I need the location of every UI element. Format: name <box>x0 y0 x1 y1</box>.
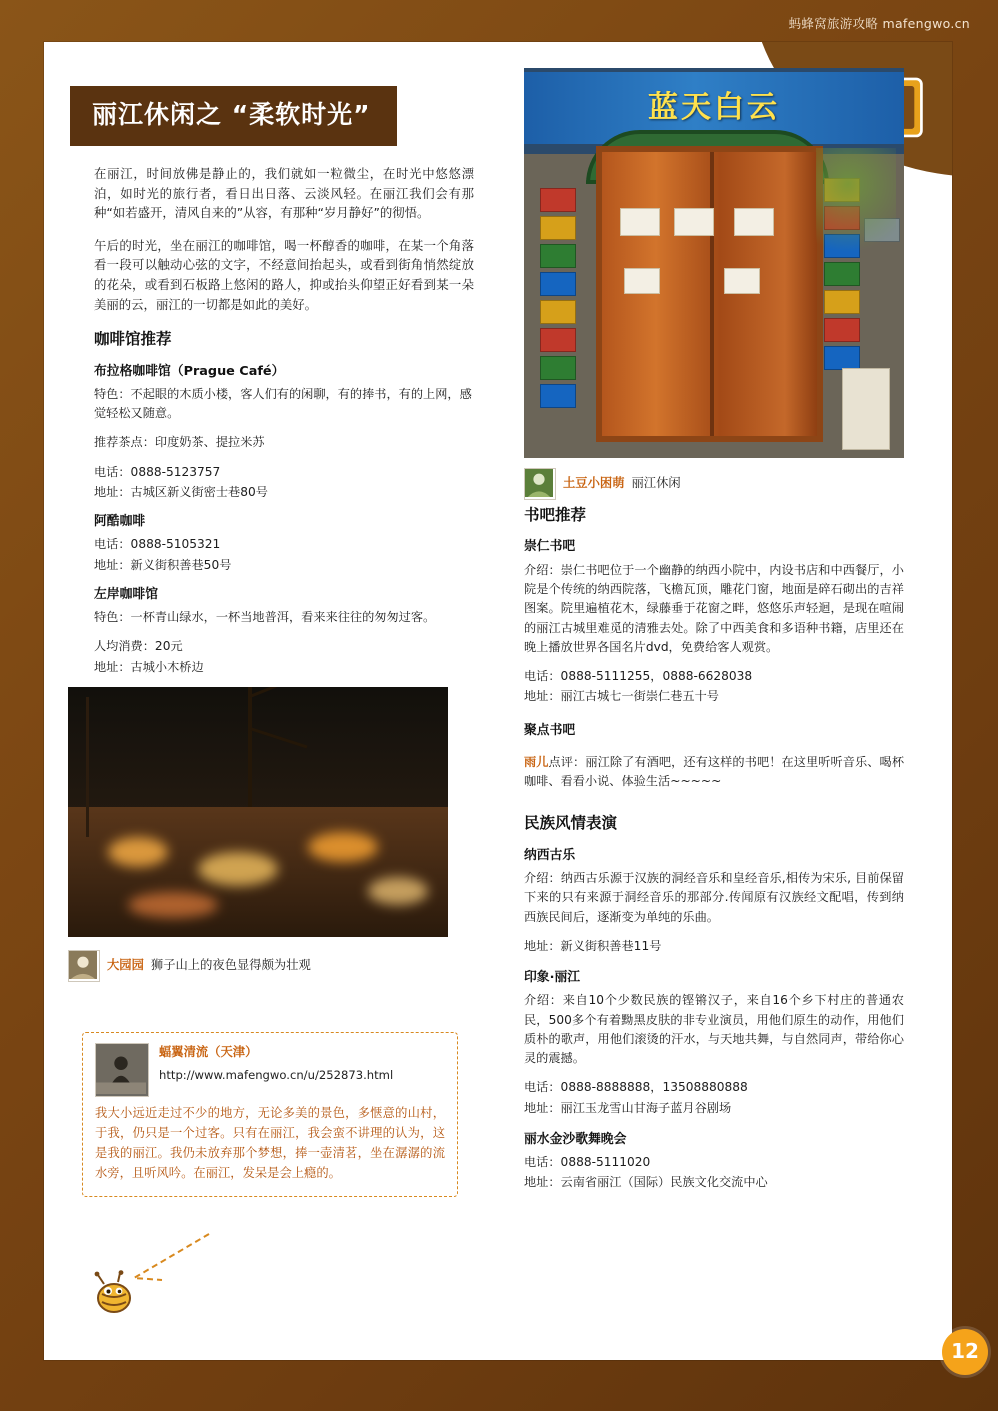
cafe-phone: 电话：0888-5123757 <box>94 464 221 479</box>
section-heading-books: 书吧推荐 <box>524 506 587 524</box>
avatar-icon <box>68 950 100 982</box>
avatar-icon <box>524 468 556 500</box>
comment-username: 雨儿 <box>524 754 549 769</box>
caption-night-photo <box>68 950 448 982</box>
cafe-name: 阿酷咖啡 <box>94 514 146 530</box>
brand-watermark: 蚂蜂窝旅游攻略 mafengwo.cn <box>788 16 970 31</box>
cafe-address: 地址：古城区新义街密士巷80号 <box>94 484 268 499</box>
right-column <box>524 497 904 1194</box>
page-title: 丽江休闲之 “柔软时光” <box>70 86 397 146</box>
show-address: 地址：云南省丽江（国际）民族文化交流中心 <box>524 1175 768 1190</box>
caption-text: 丽江休闲 <box>631 476 681 491</box>
cafe-price: 人均消费：20元 <box>94 639 183 654</box>
show-phone: 电话：0888-8888888，13508880888 <box>524 1080 748 1095</box>
show-item <box>524 1130 904 1193</box>
caption-door-photo <box>524 468 904 500</box>
book-phone: 电话：0888-5111255，0888-6628038 <box>524 669 753 684</box>
section-heading-shows: 民族风情表演 <box>524 814 618 833</box>
show-name: 印象·丽江 <box>524 970 581 986</box>
review-avatar <box>95 1043 149 1097</box>
cafe-name: 左岸咖啡馆 <box>94 586 158 602</box>
user-review-box <box>82 1032 458 1197</box>
section-heading-cafe: 咖啡馆推荐 <box>94 330 172 349</box>
show-item <box>524 968 904 1118</box>
intro-paragraph-2: 午后的时光，坐在丽江的咖啡馆，喝一杯醇香的咖啡，在某一个角落看一段可以触动心弦的文字，不经意间抬起头，或看到街角悄然绽放的花朵，或看到石板路上悠闲的路人，抑或抬头仰望正好看到某一朵美丽的云，丽江的一切都是如此的美好。 <box>94 237 474 312</box>
cafe-phone: 电话：0888-5105321 <box>94 537 221 552</box>
show-address: 地址：新义街积善巷11号 <box>524 938 662 953</box>
show-phone: 电话：0888-5111020 <box>524 1155 651 1170</box>
cafe-address: 地址：新义街积善巷50号 <box>94 557 232 572</box>
caption-text: 狮子山上的夜色显得颇为壮观 <box>150 958 311 973</box>
photo-lijiang-night <box>68 687 448 937</box>
show-item <box>524 846 904 956</box>
cafe-recommend: 推荐茶点：印度奶茶、提拉米苏 <box>94 435 265 450</box>
left-column <box>94 164 474 771</box>
show-address: 地址：丽江玉龙雪山甘海子蓝月谷剧场 <box>524 1100 732 1115</box>
cafe-name: 布拉格咖啡馆（Prague Café） <box>94 363 285 379</box>
cafe-item <box>94 512 474 575</box>
cafe-item <box>94 585 474 677</box>
show-name: 纳西古乐 <box>524 847 576 863</box>
book-item <box>524 721 904 792</box>
book-intro: 介绍：崇仁书吧位于一个幽静的纳西小院中，内设书店和中西餐厅，小院是个传统的纳西院落，飞檐瓦顶，雕花门窗，地面是碎石砌出的吉祥图案。院里遍植花木，绿藤垂于花窗之畔，悠悠乐声轻迴，是现在喧闹的丽江古城里难觅的清雅去处。除了中西美食和多语种书籍，店里还在晚上播放世界各国名片dvd，免费给客人观赏。 <box>524 562 904 654</box>
door-banner-text: 蓝天白云 <box>524 72 904 144</box>
bee-mascot-icon <box>88 1270 140 1318</box>
page-number-badge: 12 <box>942 1329 988 1375</box>
book-name: 崇仁书吧 <box>524 539 576 555</box>
book-name: 聚点书吧 <box>524 722 576 738</box>
show-name: 丽水金沙歌舞晚会 <box>524 1131 627 1147</box>
review-url[interactable]: http://www.mafengwo.cn/u/252873.html <box>159 1068 394 1083</box>
review-text: 我大小远近走过不少的地方，无论多美的景色，多惬意的山村，于我，仍只是一个过客。只有在丽江，我会蛮不讲理的认为，这是我的丽江。我仍未放弃那个梦想，捧一壶清茗，坐在潺潺的流水旁，且听风吟。在丽江，发呆是会上瘾的。 <box>95 1106 445 1180</box>
book-item <box>524 537 904 706</box>
show-intro: 介绍：来自10个少数民族的铿锵汉子，来自16个乡下村庄的普通农民，500多个有着黝黑皮肤的非专业演员，用他们原生的动作，用他们质朴的歌声，用他们滚烫的汗水，与天地共舞，与自然同声，带给你心灵的震撼。 <box>524 993 904 1066</box>
book-address: 地址：丽江古城七一街崇仁巷五十号 <box>524 689 719 704</box>
intro-paragraph-1: 在丽江，时间放佛是静止的，我们就如一粒微尘，在时光中悠悠漂泊，如时光的旅行者，看日出日落、云淡风轻。在丽江我们会有那种“如若盛开，清风自来的”从容，有那种“岁月静好”的彻悟。 <box>94 166 474 221</box>
page-sheet <box>44 42 952 1360</box>
comment-text: 丽江除了有酒吧，还有这样的书吧！在这里听听音乐、喝杯咖啡、看看小说、体验生活~~~~~ <box>524 754 905 789</box>
book-comment <box>524 753 904 792</box>
caption-username: 大园园 <box>107 958 144 973</box>
cafe-item <box>94 362 474 503</box>
cafe-feature: 特色：一杯青山绿水，一杯当地普洱，看来来往往的匆匆过客。 <box>94 610 436 625</box>
photo-lijiang-door <box>524 68 904 458</box>
caption-username: 土豆小困萌 <box>563 476 625 491</box>
review-username: 蝠翼清流（天津） <box>159 1045 258 1059</box>
comment-label: 点评： <box>548 754 586 769</box>
cafe-address: 地址：古城小木桥边 <box>94 659 204 674</box>
cafe-feature: 特色：不起眼的木质小楼，客人们有的闲聊，有的捧书，有的上网，感觉轻松又随意。 <box>94 386 472 421</box>
show-intro: 介绍：纳西古乐源于汉族的洞经音乐和皇经音乐,相传为宋乐, 目前保留下来的只有来源于洞经音乐的那部分.传闻原有汉族经文配唱，传到纳西族民间后，逐渐变为单纯的乐曲。 <box>524 871 904 924</box>
